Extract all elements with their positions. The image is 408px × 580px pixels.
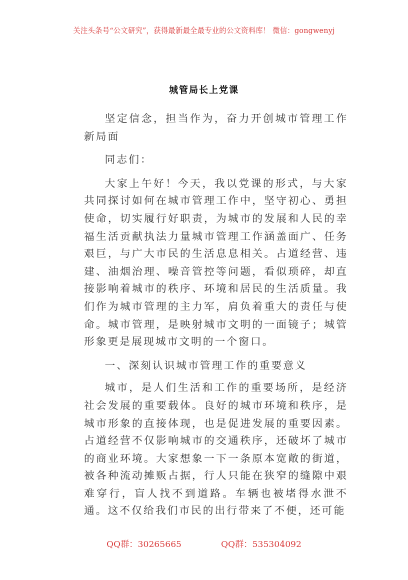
body-paragraph: 城市，是人们生活和工作的重要场所，是经济社会发展的重要载体。良好的城市环境和秩序，是城市形象的直接体现，也是促进发展的重要因素。占道经营不仅影响城市的交通秩序，还破坏了城市的商业环境。大家想象一下一条原本宽敞的街道，被各种流动摊贩占据，行人只能在狭窄的缝隙中艰难穿行，盲人找不到道路。车辆也被堵得水泄不通。这不仅给我们市民的出行带来了不便，还可能 bbox=[84, 382, 348, 518]
document-body bbox=[84, 111, 348, 521]
section-heading: 一、深刻认识城市管理工作的重要意义 bbox=[104, 359, 307, 372]
body-paragraph: 大家上午好！今天，我以党课的形式，与大家共同探讨如何在城市管理工作中，坚守初心、勇担使命，切实履行好职责，为城市的发展和人民的幸福生活贡献执法力量城市管理工作涵盖面广、任务艰巨，与广大市民的生活息息相关。占道经营、违建、油烟治理、噪音管控等问题，看似琐碎，却直接影响着城市的秩序、环境和居民的生活质量。我们作为城市管理的主力军，肩负着重大的责任与使命。城市管理，是映射城市文明的一面镜子；城管形象更是展现城市文明的一个窗口。 bbox=[84, 177, 348, 349]
header-banner: 关注头条号“公文研究”，获得最新最全最专业的公文资料库！ 微信：gongwenyj bbox=[73, 26, 335, 35]
footer-qq-group-1: QQ群：30265665 bbox=[106, 540, 182, 550]
salutation-paragraph: 同志们： bbox=[104, 154, 153, 167]
subtitle-paragraph: 坚定信念，担当作为，奋力开创城市管理工作新局面 bbox=[84, 113, 348, 143]
footer-contact bbox=[0, 538, 408, 550]
document-title: 城管局长上党课 bbox=[168, 86, 239, 96]
footer-qq-group-2: QQ群：535304092 bbox=[221, 540, 302, 550]
